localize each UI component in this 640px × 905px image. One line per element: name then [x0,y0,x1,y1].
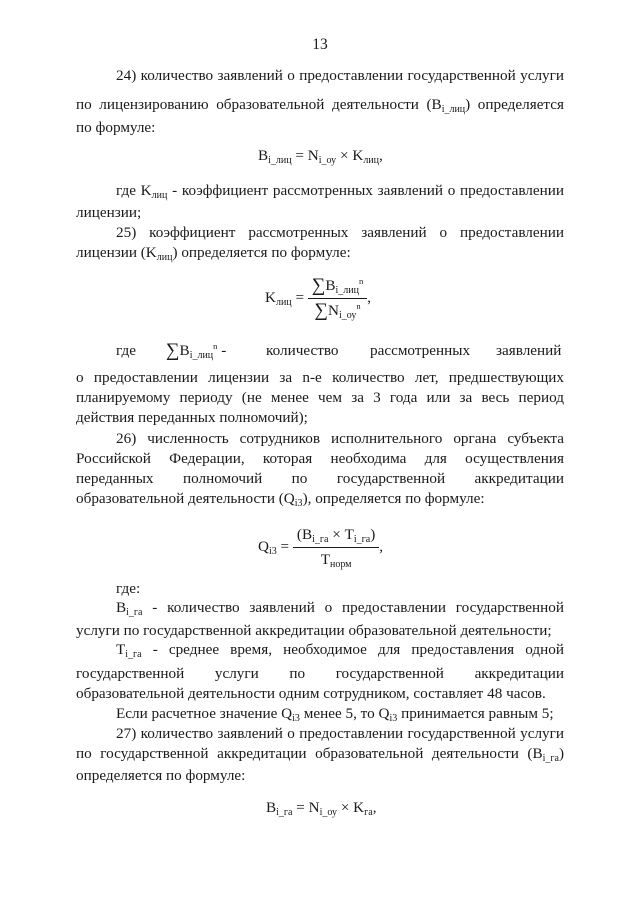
where-b-ga-line-1: Bi_га - количество заявлений о предоставлении государственной [116,599,564,618]
item-26-line-1: 26) численность сотрудников исполнительного органа субъекта [116,430,564,447]
where-sum-b-line-1: где ∑Bi_лиц$^n$ - количество рассмотренных заявлений [116,340,562,361]
item-27-line-1: 27) количество заявлений о предоставлении государственной услуги [116,725,564,742]
item-25-line-2: лицензии (Kлиц) определяется по формуле: [76,244,351,263]
where-sum-b-line-4: действия переданных полномочий); [76,409,308,426]
item-24-line-1: 24) количество заявлений о предоставлении государственной услуги [116,67,564,84]
formula-q-i3: Qi3 = $\frac{(Bi\_га \times Ti\_га)}{\text{Tнорм}}$ , [258,526,384,570]
where-k-lic-line-2: лицензии; [76,204,142,221]
item-24-line-3: по формуле: [76,119,156,136]
where-b-ga-line-2: услуги по государственной аккредитации образовательной деятельности; [76,622,552,639]
where-sum-b-line-3: планируемому периоду (не менее чем за 3 года или за весь период [76,389,564,406]
item-26-line-4: образовательной деятельности (Qi3), определяется по формуле: [76,490,485,509]
item-24-line-2: по лицензированию образовательной деятельности (Bi_лиц) определяется [76,96,564,115]
item-27-line-2: по государственной аккредитации образовательной деятельности (Bi_га) [76,745,564,764]
formula-b-i-ga: Bi_га = Ni_оу × Kга, [266,799,377,818]
where-q-label: где: [116,580,141,597]
where-k-lic-line-1: где Kлиц - коэффициент рассмотренных заявлений о предоставлении [116,182,564,201]
item-25-line-1: 25) коэффициент рассмотренных заявлений о предоставлении [116,224,564,241]
item-27-line-3: определяется по формуле: [76,767,246,784]
page-number: 13 [312,36,328,53]
where-t-ga-line-1: Ti_га - среднее время, необходимое для предоставления одной [116,641,564,660]
formula-k-lic: Kлиц = $\frac{\sum Bi\_лиц^n}{\sum Ni\_оу^n}$ , [265,275,372,321]
where-t-ga-line-2: государственной услуги по государственной аккредитации [76,665,564,682]
item-26-line-3: переданных полномочий по государственной аккредитации [76,470,564,487]
q-minimum-rule: Если расчетное значение Qi3 менее 5, то Qi3 принимается равным 5; [116,705,554,724]
formula-k-lic-fraction: $\frac{\sum Bi\_лиц^n}{\sum Ni\_оу^n}$ [308,276,367,321]
formula-q-i3-fraction: $\frac{(Bi\_га \times Ti\_га)}{\text{Tнорм}}$ [293,525,379,570]
where-sum-b-line-2: о предоставлении лицензии за n-е количество лет, предшествующих [76,369,564,386]
where-t-ga-line-3: образовательной деятельности одним сотрудником, составляет 48 часов. [76,685,546,702]
formula-b-i-lic: Bi_лиц = Ni_оу × Kлиц, [258,147,383,166]
item-26-line-2: Российской Федерации, которая необходима для осуществления [76,450,564,467]
